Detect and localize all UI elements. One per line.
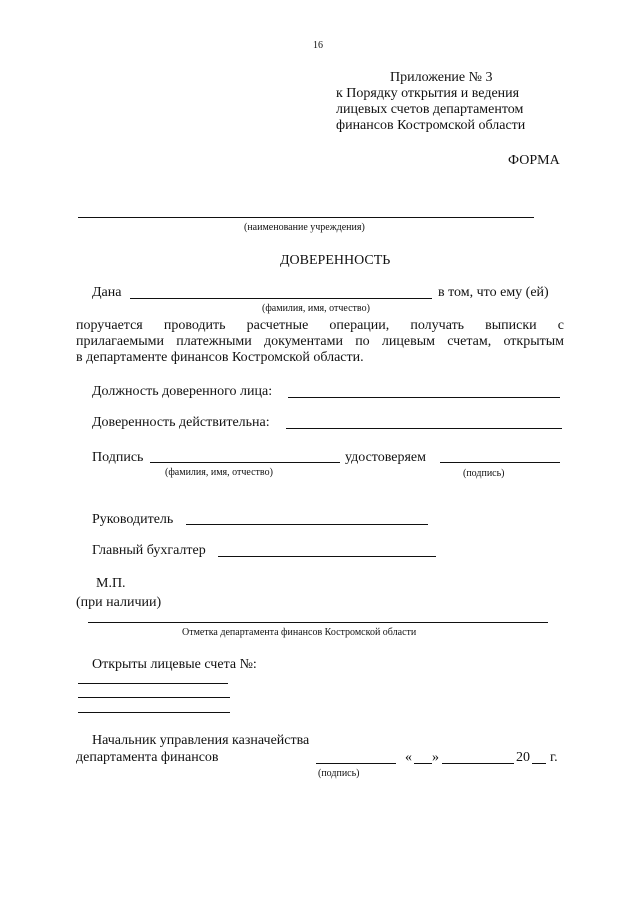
issued-suffix: в том, что ему (ей) xyxy=(438,285,549,300)
date-quote-open: « xyxy=(405,750,412,765)
body-line-2: прилагаемыми платежными документами по лицевым счетам, открытым xyxy=(76,334,564,349)
signature-line[interactable] xyxy=(150,462,340,463)
appendix-line-3: финансов Костромской области xyxy=(336,118,526,133)
appendix-line-1: к Порядку открытия и ведения xyxy=(336,86,520,101)
dept-mark-line[interactable] xyxy=(88,622,548,623)
issued-name-caption: (фамилия, имя, отчество) xyxy=(262,303,370,314)
appendix-line-2: лицевых счетов департаментом xyxy=(336,102,524,117)
treasury-line-1: Начальник управления казначейства xyxy=(92,733,310,748)
accountant-label: Главный бухгалтер xyxy=(92,543,206,558)
institution-caption: (наименование учреждения) xyxy=(244,222,365,233)
treasury-line-2: департамента финансов xyxy=(76,750,219,765)
date-year-line[interactable] xyxy=(532,763,546,764)
signature-label: Подпись xyxy=(92,450,144,465)
position-label: Должность доверенного лица: xyxy=(92,384,273,399)
institution-name-line[interactable] xyxy=(78,217,534,218)
position-line[interactable] xyxy=(288,397,560,398)
body-line-3: в департаменте финансов Костромской области. xyxy=(76,350,364,365)
form-label: ФОРМА xyxy=(508,153,560,168)
certify-line[interactable] xyxy=(440,462,560,463)
appendix-title: Приложение № 3 xyxy=(390,70,493,85)
dept-mark-caption: Отметка департамента финансов Костромской области xyxy=(182,627,417,638)
treasury-signature-line[interactable] xyxy=(316,763,396,764)
accounts-label: Открыты лицевые счета №: xyxy=(92,657,257,672)
certify-caption: (подпись) xyxy=(463,468,505,479)
stamp-label: М.П. xyxy=(96,576,126,591)
valid-line[interactable] xyxy=(286,428,562,429)
account-line-2[interactable] xyxy=(78,697,230,698)
body-line-1: поручается проводить расчетные операции, получать выписки с xyxy=(76,318,564,333)
certify-label: удостоверяем xyxy=(345,450,426,465)
account-line-3[interactable] xyxy=(78,712,230,713)
issued-name-line[interactable] xyxy=(130,298,432,299)
document-title: ДОВЕРЕННОСТЬ xyxy=(280,253,391,268)
date-day-line[interactable] xyxy=(414,763,432,764)
treasury-signature-caption: (подпись) xyxy=(318,768,360,779)
date-month-line[interactable] xyxy=(442,763,514,764)
date-year-prefix: 20 xyxy=(516,750,530,765)
issued-label: Дана xyxy=(92,285,122,300)
date-year-suffix: г. xyxy=(550,750,558,765)
head-label: Руководитель xyxy=(92,512,174,527)
accountant-line[interactable] xyxy=(218,556,436,557)
valid-label: Доверенность действительна: xyxy=(92,415,270,430)
stamp-note: (при наличии) xyxy=(76,595,162,610)
date-quote-close: » xyxy=(432,750,439,765)
account-line-1[interactable] xyxy=(78,683,228,684)
page-number: 16 xyxy=(313,40,323,51)
head-line[interactable] xyxy=(186,524,428,525)
signature-caption: (фамилия, имя, отчество) xyxy=(165,467,273,478)
